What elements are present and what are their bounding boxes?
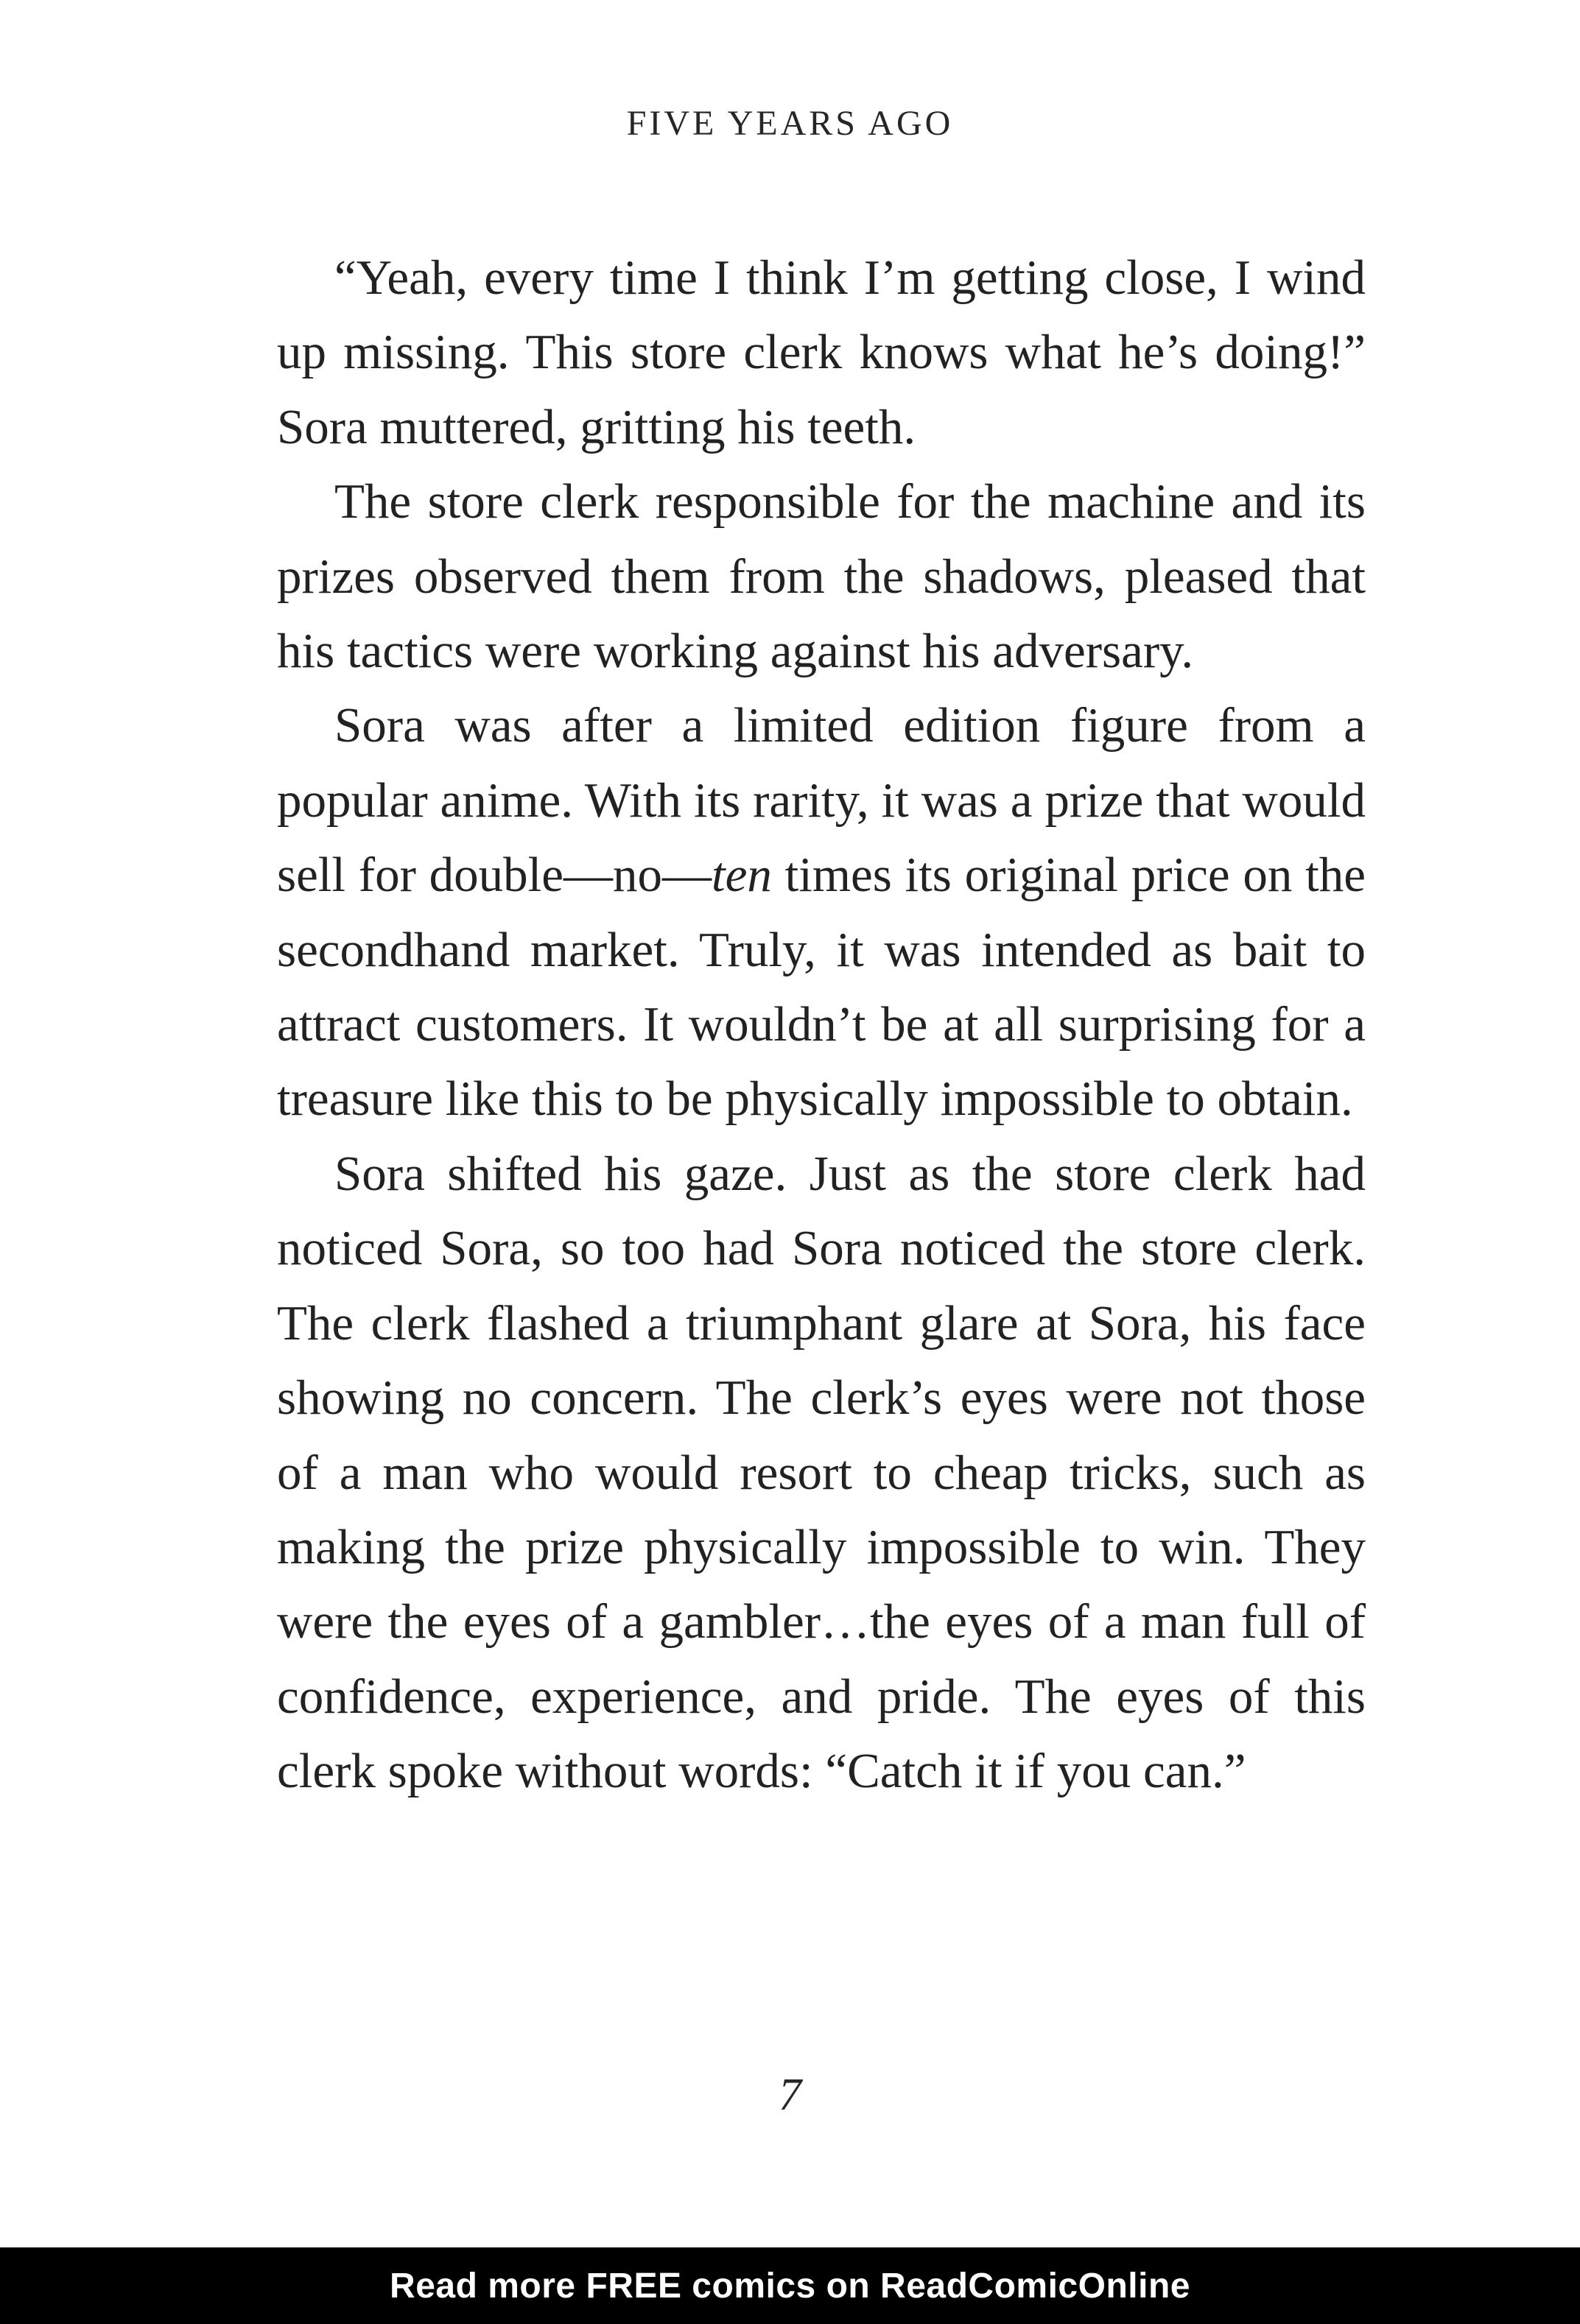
paragraph-2: The store clerk responsible for the machine and its prizes observed them from the shadows, pleased that his tactics were working against his adversary.	[277, 474, 1366, 679]
paragraph-4: Sora shifted his gaze. Just as the store clerk had noticed Sora, so too had Sora noticed the store clerk. The clerk flashed a triumphant glare at Sora, his face showing no concern. The clerk’s eyes were not those of a man who would resort to cheap tricks, such as making the prize physically impossible to win. They were the eyes of a gambler…the eyes of a man full of confidence, experience, and pride. The eyes of this clerk spoke without words: “Catch it if you can.”	[277, 1146, 1366, 1799]
promo-banner-text[interactable]: Read more FREE comics on ReadComicOnline	[390, 2266, 1190, 2306]
paragraph-1: “Yeah, every time I think I’m getting close, I wind up missing. This store clerk knows what he’s doing!” Sora muttered, gritting his teeth.	[277, 250, 1366, 454]
running-header: FIVE YEARS AGO	[626, 104, 954, 143]
paragraph-3	[277, 689, 1366, 1136]
body-text	[277, 241, 1366, 1809]
promo-banner[interactable]	[0, 2247, 1580, 2324]
paragraph-3-italic-word: ten	[712, 848, 772, 903]
paragraph-3-text-before-italic: Sora was after a limited edition figure from a popular anime. With its rarity, it was a prize that would sell for double—no—	[277, 698, 1366, 903]
paragraph-3-text-after-italic: times its original price on the secondhand market. Truly, it was intended as bait to attract customers. It wouldn’t be at all surprising for a treasure like this to be physically impossible to obtain.	[277, 848, 1366, 1127]
page-number: 7	[779, 2070, 801, 2120]
